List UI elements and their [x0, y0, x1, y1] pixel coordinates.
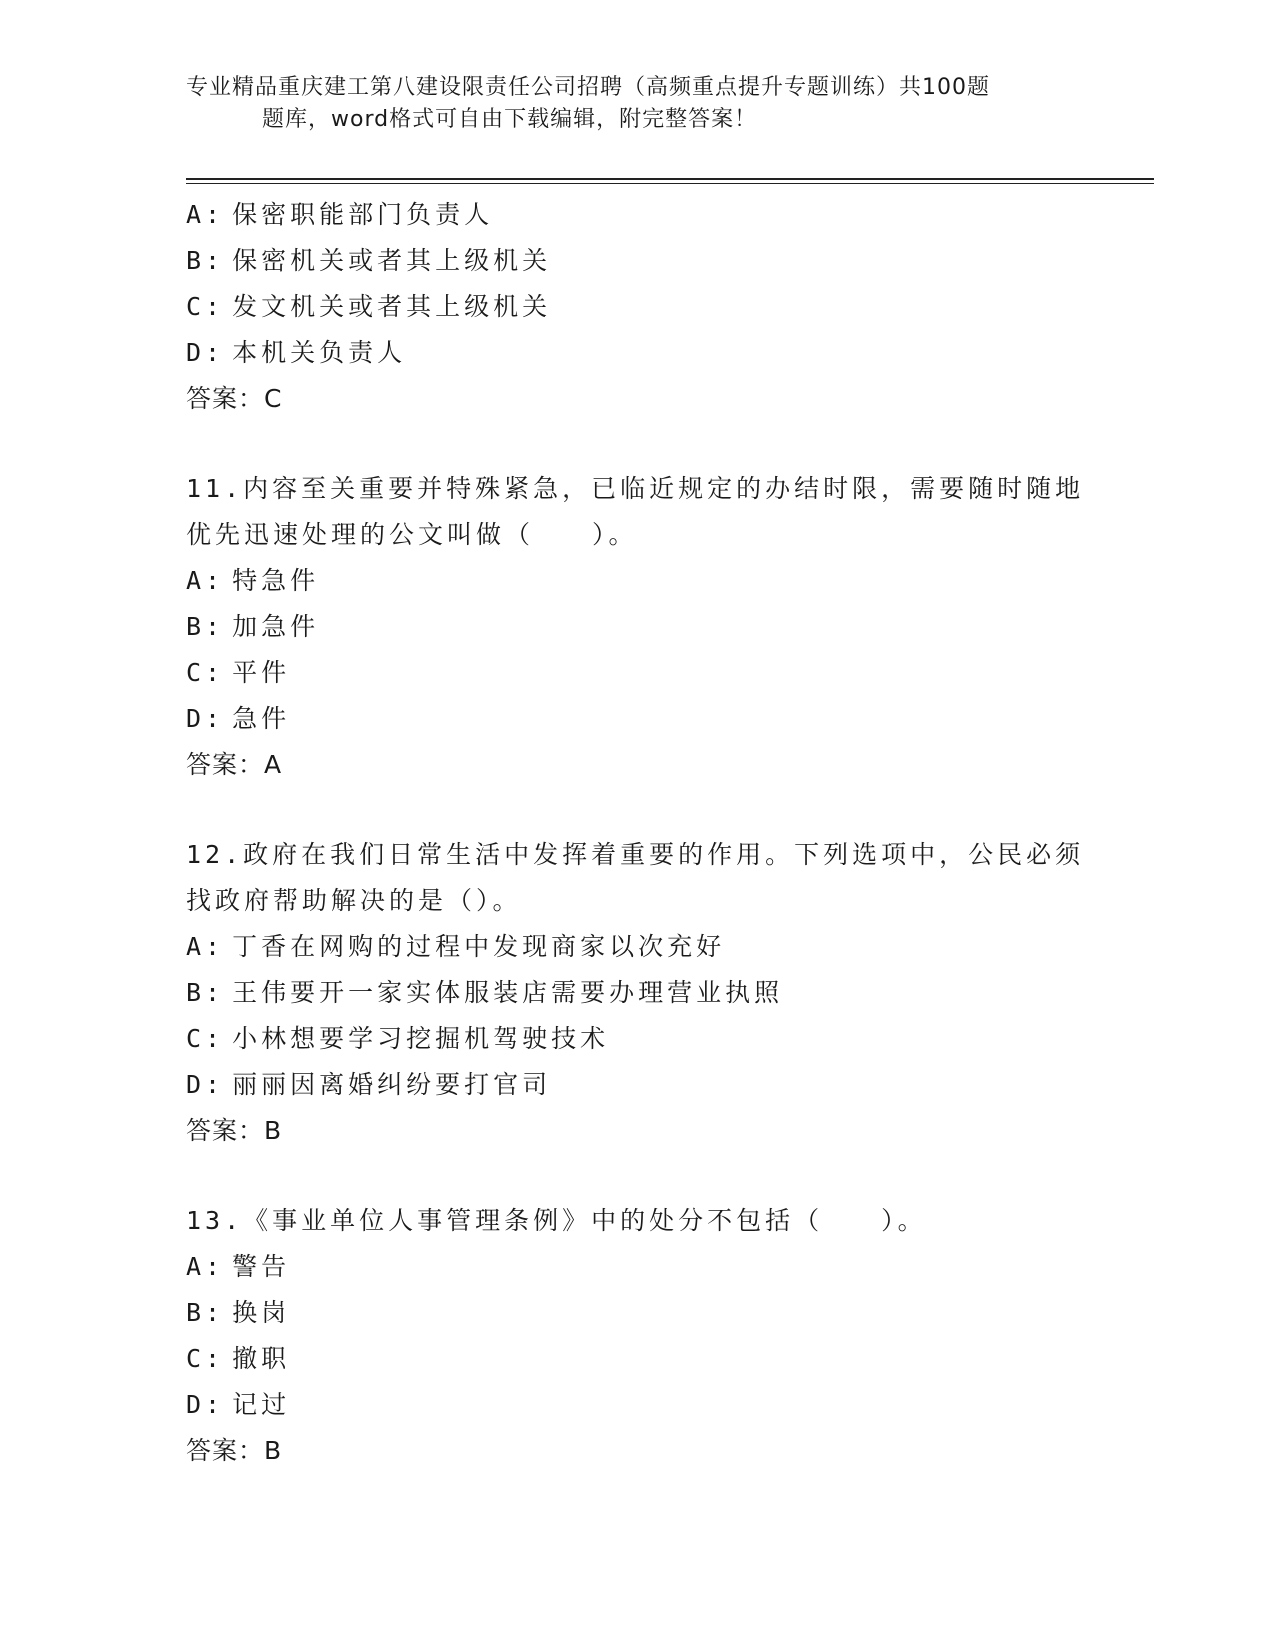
answer-label: 答案：: [186, 750, 265, 779]
option-label: B:: [186, 1298, 225, 1327]
question-stem-line-1: 12.政府在我们日常生活中发挥着重要的作用。下列选项中，公民必须: [186, 840, 1085, 869]
option-d: [186, 1062, 1086, 1108]
answer-value: C: [264, 384, 283, 413]
header-rule-thick: [186, 178, 1154, 180]
option-b: [186, 604, 1086, 650]
option-label: B:: [186, 612, 225, 641]
header-title-line-2: 题库，word格式可自由下载编辑，附完整答案！: [262, 107, 758, 132]
option-text: 撤职: [232, 1344, 291, 1373]
option-text: 特急件: [232, 566, 320, 595]
answer-value: B: [264, 1116, 283, 1145]
option-text: 记过: [232, 1390, 291, 1419]
question-12: [186, 832, 1086, 1154]
answer-value: A: [264, 750, 283, 779]
answer-label: 答案：: [186, 1436, 265, 1465]
question-10: [186, 192, 1086, 422]
option-text: 王伟要开一家实体服装店需要办理营业执照: [232, 978, 784, 1007]
answer-line: [186, 1428, 1086, 1474]
option-d: [186, 330, 1086, 376]
option-d: [186, 696, 1086, 742]
option-label: D:: [186, 1070, 225, 1099]
option-b: [186, 1290, 1086, 1336]
option-label: B:: [186, 978, 225, 1007]
option-label: A:: [186, 932, 225, 961]
option-text: 发文机关或者其上级机关: [232, 292, 552, 321]
option-label: A:: [186, 566, 225, 595]
question-stem-line-2: 优先迅速处理的公文叫做（ ）。: [186, 520, 638, 549]
option-text: 保密机关或者其上级机关: [232, 246, 552, 275]
option-text: 加急件: [232, 612, 320, 641]
answer-label: 答案：: [186, 384, 265, 413]
option-b: [186, 970, 1086, 1016]
answer-line: [186, 1108, 1086, 1154]
option-c: [186, 284, 1086, 330]
option-a: [186, 924, 1086, 970]
option-label: C:: [186, 1344, 225, 1373]
question-list: [186, 192, 1086, 1474]
option-label: C:: [186, 1024, 225, 1053]
answer-line: [186, 376, 1086, 422]
document-header: [186, 72, 1066, 136]
option-label: A:: [186, 1252, 225, 1281]
option-c: [186, 650, 1086, 696]
option-a: [186, 558, 1086, 604]
answer-value: B: [264, 1436, 283, 1465]
option-label: D:: [186, 1390, 225, 1419]
option-text: 本机关负责人: [232, 338, 407, 367]
option-d: [186, 1382, 1086, 1428]
option-label: C:: [186, 292, 225, 321]
option-text: 丽丽因离婚纠纷要打官司: [232, 1070, 552, 1099]
question-11: [186, 466, 1086, 788]
option-b: [186, 238, 1086, 284]
option-a: [186, 1244, 1086, 1290]
option-text: 警告: [232, 1252, 291, 1281]
header-rule-thin: [186, 183, 1154, 184]
option-label: D:: [186, 338, 225, 367]
option-label: A:: [186, 200, 225, 229]
option-c: [186, 1016, 1086, 1062]
question-stem-line-1: 13.《事业单位人事管理条例》中的处分不包括（ ）。: [186, 1206, 927, 1235]
option-text: 急件: [232, 704, 291, 733]
question-13: [186, 1198, 1086, 1474]
option-label: B:: [186, 246, 225, 275]
option-text: 保密职能部门负责人: [232, 200, 494, 229]
question-stem-line-1: 11.内容至关重要并特殊紧急，已临近规定的办结时限，需要随时随地: [186, 474, 1085, 503]
option-text: 丁香在网购的过程中发现商家以次充好: [232, 932, 726, 961]
option-text: 小林想要学习挖掘机驾驶技术: [232, 1024, 610, 1053]
option-a: [186, 192, 1086, 238]
option-text: 平件: [232, 658, 291, 687]
answer-line: [186, 742, 1086, 788]
header-title-line-1: 专业精品重庆建工第八建设限责任公司招聘（高频重点提升专题训练）共100题: [186, 75, 990, 100]
option-label: D:: [186, 704, 225, 733]
option-label: C:: [186, 658, 225, 687]
question-stem-line-2: 找政府帮助解决的是（）。: [186, 886, 522, 915]
option-c: [186, 1336, 1086, 1382]
option-text: 换岗: [232, 1298, 291, 1327]
answer-label: 答案：: [186, 1116, 265, 1145]
